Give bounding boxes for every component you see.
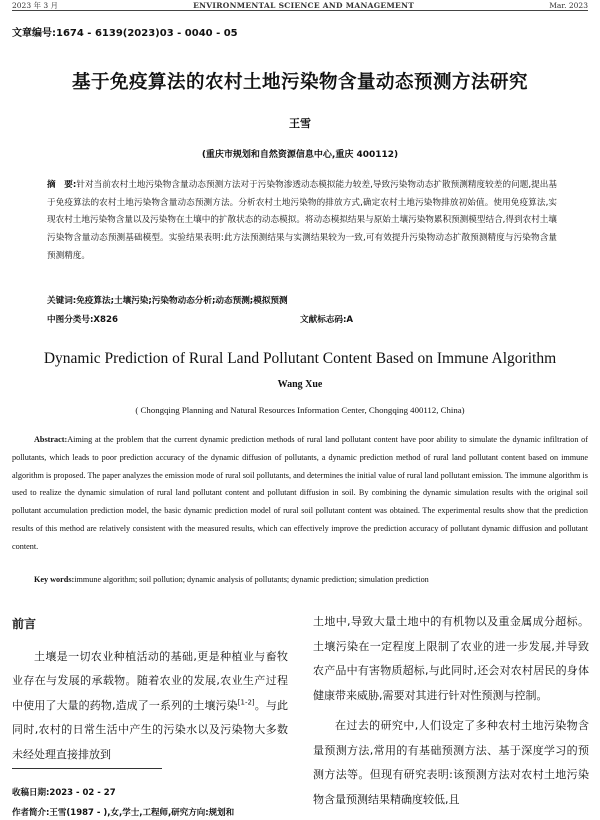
title-english: Dynamic Prediction of Rural Land Pollutant Content Based on Immune Algorithm (43, 350, 557, 367)
clc-number (47, 313, 118, 325)
citation-ref: [1-2] (237, 697, 255, 706)
keywords-chinese-text: 免疫算法;土壤污染;污染物动态分析;动态预测;模拟预测 (76, 296, 288, 306)
keywords-chinese-label: 关键词: (47, 296, 77, 306)
abstract-english (12, 431, 588, 556)
keywords-english-label: Key words: (34, 575, 75, 584)
author-english: Wang Xue (277, 379, 323, 390)
doc-code-value: A (346, 315, 354, 325)
clc-label: 中图分类号: (47, 315, 94, 325)
keywords-english-text: immune algorithm; soil pollution; dynamic analysis of pollutants; dynamic prediction; simulation prediction (74, 575, 429, 584)
footnote-author-bio: 作者简介:王雪(1987 - ),女,学士,工程师,研究方向:规划和 (12, 808, 235, 818)
doc-code-label: 文献标志码: (300, 315, 347, 325)
keywords-chinese (47, 293, 557, 311)
intro-paragraph-2: 在过去的研究中,人们设定了多种农村土地污染物含量预测方法,常用的有基础预测方法、基于深度学习的预测方法等。但现有研究表明:该预测方法对农村土地污染物含量预测结果精确度较低,且 (313, 719, 589, 806)
keywords-english (34, 575, 429, 584)
intro-text-part1: 土壤是一切农业种植活动的基础,更是种植业与畜牧业存在与发展的承载物。随着农业的发展,农业生产过程中使用了大量的药物,造成了一系列的土壤污染 (12, 649, 288, 712)
author-chinese: 王雪 (289, 117, 311, 130)
abstract-english-label: Abstract: (34, 435, 68, 444)
header-date: 2023 年 3 月 (12, 0, 59, 10)
intro-paragraph-1 (12, 645, 288, 768)
intro-paragraph-1-continued: 土地中,导致大量土地中的有机物以及重金属成分超标。土壤污染在一定程度上限制了农业的进一步发展,并导致农产品中有害物质超标,与此同时,还会对农村居民的身体健康带来威胁,需要对其进行针对性预测与控制。 (313, 615, 589, 702)
running-header (12, 0, 588, 11)
affiliation-english: ( Chongqing Planning and Natural Resources Information Center, Chongqing 400112, China) (135, 405, 465, 415)
body-right-column (313, 610, 589, 812)
abstract-chinese-text: 针对当前农村土地污染物含量动态预测方法对于污染物渗透动态模拟能力较差,导致污染物动态扩散预测精度较差的问题,提出基于免疫算法的农村土地污染物含量动态预测方法。分析农村土地污染物的排放方式,确定农村土地污染物排放初始值。使用免疫算法,实现农村土地污染物含量以及污染物在土壤中的扩散状态的动态模拟。将动态模拟结果与原始土壤污染物累积预测模型结合,得到农村土壤污染物含量动态预测基础模型。实验结果表明:此方法预测结果与实测结果较为一致,可有效提升污染物动态扩散预测精度与污染物含量预测精度。 (47, 180, 558, 261)
abstract-chinese (47, 177, 557, 266)
affiliation-chinese: (重庆市规划和自然资源信息中心,重庆 400112) (201, 150, 399, 160)
document-code (300, 313, 353, 325)
intro-text-part2: 。与此同时,农村的日常生活中产生的污染水以及污染物大多数未经处理直接排放到 (12, 698, 288, 761)
header-date-en: Mar. 2023 (549, 0, 588, 10)
abstract-chinese-label: 摘 要: (47, 180, 77, 190)
body-left-column (12, 612, 288, 767)
journal-name: ENVIRONMENTAL SCIENCE AND MANAGEMENT (193, 0, 415, 10)
footnote-divider (12, 768, 162, 769)
clc-value: X826 (93, 315, 118, 325)
footnote-received-date: 收稿日期:2023 - 02 - 27 (12, 788, 116, 798)
abstract-english-text: Aiming at the problem that the current dynamic prediction methods of rural land pollutant content have poor ability to simulate the dynamic infiltration of pollutants, which leads to poor prediction accuracy of the dynamic diffusion of pollutants, a dynamic prediction method of rural land pollutant content based on immune algorithm is proposed. The paper analyzes the emission mode of rural soil pollutants, and determines the initial value of rural land pollutant emission. The immune algorithm is used to realize the dynamic simulation of rural land pollutant content and pollutant diffusion in soil. By combining the dynamic simulation results with the original soil pollutant accumulation prediction model, the basic dynamic prediction model of rural soil pollutant content was obtained. The experimental results show that the prediction results of this method are relatively consistent with the measured results, which can effectively improve the prediction accuracy of pollutant dynamic diffusion and pollutant content. (12, 435, 588, 551)
article-number: 文章编号:1674 - 6139(2023)03 - 0040 - 05 (12, 28, 238, 39)
title-chinese: 基于免疫算法的农村土地污染物含量动态预测方法研究 (71, 72, 528, 93)
section-heading-intro: 前言 (12, 617, 37, 631)
